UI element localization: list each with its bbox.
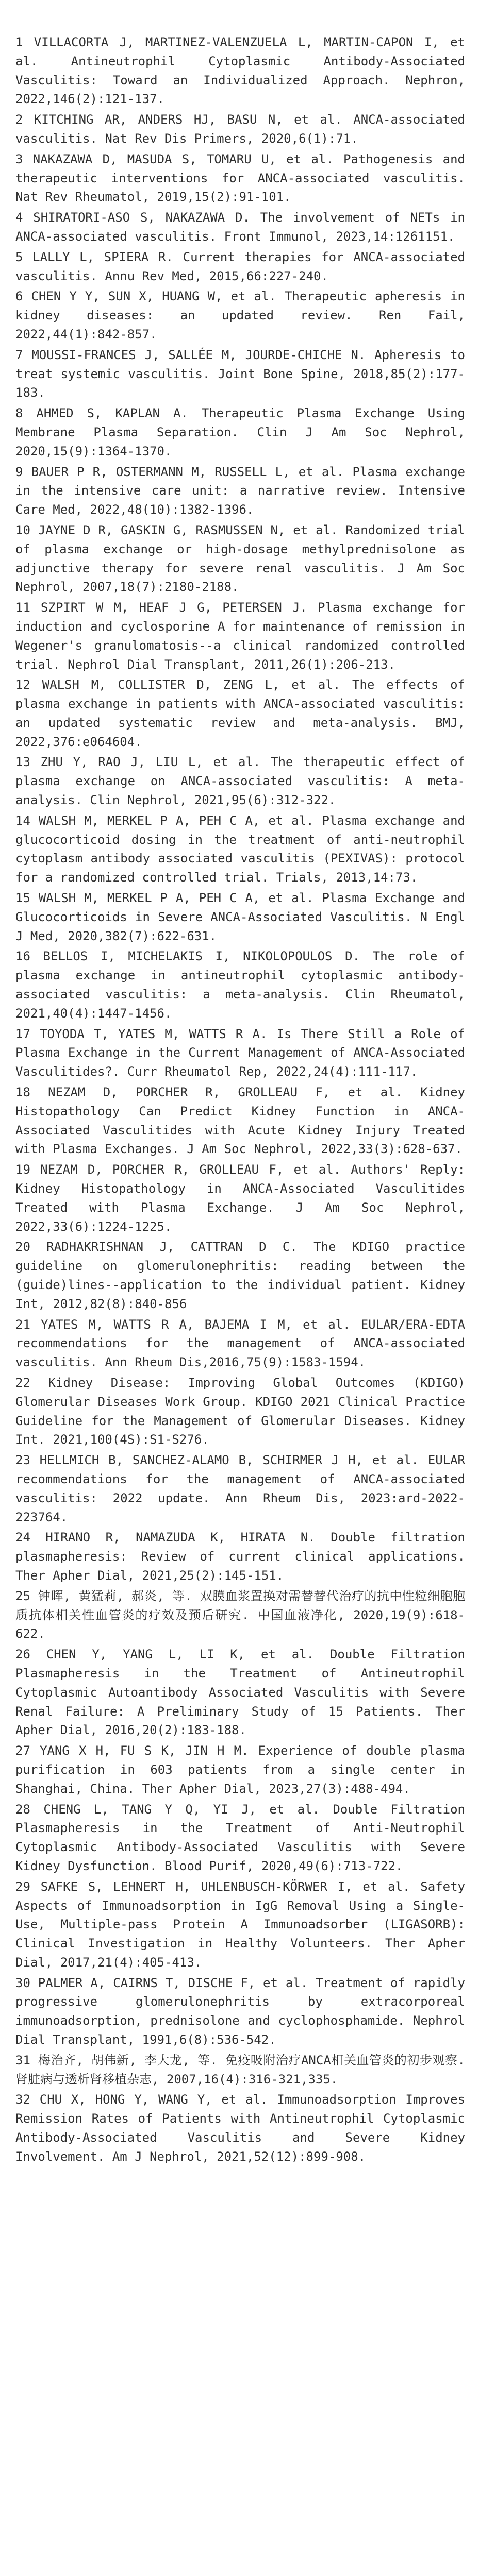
reference-item: 29 SAFKE S, LEHNERT H, UHLENBUSCH-KÖRWER I, et al. Safety Aspects of Immunoadsorption in IgG Removal Using a Single-Use, Multiple-pass Protein A Immunoadsorber (LIGASORB): Clinical Investigation in Healthy Volunteers. Ther Apher Dial, 2017,21(4):405-413. <box>15 1879 465 1970</box>
reference-item: 10 JAYNE D R, GASKIN G, RASMUSSEN N, et al. Randomized trial of plasma exchange or high-dosage methylprednisolone as adjunctive therapy for severe renal vasculitis. J Am Soc Nephrol, 2007,18(7):2180-2188. <box>15 522 465 595</box>
reference-item: 30 PALMER A, CAIRNS T, DISCHE F, et al. Treatment of rapidly progressive glomerulonephritis by extracorporeal immunoadsorption, prednisolone and cyclophosphamide. Nephrol Dial Transplant, 1991,6(8):536-542. <box>15 1975 465 2047</box>
reference-item: 24 HIRANO R, NAMAZUDA K, HIRATA N. Double filtration plasmapheresis: Review of current clinical applications. Ther Apher Dial, 2021,25(2):145-151. <box>15 1530 465 1583</box>
reference-item: 28 CHENG L, TANG Y Q, YI J, et al. Double Filtration Plasmapheresis in the Treatment of Anti-Neutrophil Cytoplasmic Antibody-Associated Vasculitis with Severe Kidney Dysfunction. Blood Purif, 2020,49(6):713-722. <box>15 1802 465 1873</box>
reference-item: 12 WALSH M, COLLISTER D, ZENG L, et al. The effects of plasma exchange in patients with ANCA-associated vasculitis: an updated systematic review and meta-analysis. BMJ, 2022,376:e064604. <box>15 677 465 749</box>
reference-item: 6 CHEN Y Y, SUN X, HUANG W, et al. Therapeutic apheresis in kidney diseases: an updated review. Ren Fail, 2022,44(1):842-857. <box>15 289 465 342</box>
reference-list <box>15 33 465 2166</box>
reference-item: 23 HELLMICH B, SANCHEZ-ALAMO B, SCHIRMER J H, et al. EULAR recommendations for the management of ANCA-associated vasculitis: 2022 update. Ann Rheum Dis, 2023:ard-2022-223764. <box>15 1453 465 1524</box>
reference-item: 11 SZPIRT W M, HEAF J G, PETERSEN J. Plasma exchange for induction and cyclosporine A for maintenance of remission in Wegener's granulomatosis--a clinical randomized controlled trial. Nephrol Dial Transplant, 2011,26(1):206-213. <box>15 600 465 672</box>
reference-item: 4 SHIRATORI-ASO S, NAKAZAWA D. The involvement of NETs in ANCA-associated vasculitis. Front Immunol, 2023,14:1261151. <box>15 210 465 244</box>
reference-item: 25 钟晖, 黄猛莉, 郝炎, 等. 双膜血浆置换对需替替代治疗的抗中性粒细胞胞质抗体相关性血管炎的疗效及预后研究. 中国血液净化, 2020,19(9):618-622. <box>15 1588 465 1641</box>
reference-item: 20 RADHAKRISHNAN J, CATTRAN D C. The KDIGO practice guideline on glomerulonephritis: reading between the (guide)lines--application to the individual patient. Kidney Int, 2012,82(8):840-856 <box>15 1240 465 1311</box>
reference-item: 5 LALLY L, SPIERA R. Current therapies for ANCA-associated vasculitis. Annu Rev Med, 2015,66:227-240. <box>15 249 465 283</box>
reference-item: 21 YATES M, WATTS R A, BAJEMA I M, et al. EULAR/ERA-EDTA recommendations for the management of ANCA-associated vasculitis. Ann Rheum Dis,2016,75(9):1583-1594. <box>15 1317 465 1370</box>
reference-item: 14 WALSH M, MERKEL P A, PEH C A, et al. Plasma exchange and glucocorticoid dosing in the treatment of anti-neutrophil cytoplasm antibody associated vasculitis (PEXIVAS): protocol for a randomized controlled trial. Trials, 2013,14:73. <box>15 813 465 885</box>
reference-item: 3 NAKAZAWA D, MASUDA S, TOMARU U, et al. Pathogenesis and therapeutic interventions for ANCA-associated vasculitis. Nat Rev Rheumatol, 2019,15(2):91-101. <box>15 151 465 205</box>
reference-item: 15 WALSH M, MERKEL P A, PEH C A, et al. Plasma Exchange and Glucocorticoids in Severe ANCA-Associated Vasculitis. N Engl J Med, 2020,382(7):622-631. <box>15 891 465 943</box>
reference-item: 1 VILLACORTA J, MARTINEZ-VALENZUELA L, MARTIN-CAPON I, et al. Antineutrophil Cytoplasmic Antibody-Associated Vasculitis: Toward an Individualized Approach. Nephron, 2022,146(2):121-137. <box>15 35 465 107</box>
reference-item: 7 MOUSSI-FRANCES J, SALLÉE M, JOURDE-CHICHE N. Apheresis to treat systemic vasculitis. Joint Bone Spine, 2018,85(2):177-183. <box>15 347 465 400</box>
reference-item: 2 KITCHING AR, ANDERS HJ, BASU N, et al. ANCA-associated vasculitis. Nat Rev Dis Primers, 2020,6(1):71. <box>15 112 465 146</box>
reference-item: 31 梅治齐, 胡伟新, 李大龙, 等. 免疫吸附治疗ANCA相关血管炎的初步观察. 肾脏病与透析肾移植杂志, 2007,16(4):316-321,335. <box>15 2053 465 2087</box>
reference-item: 19 NEZAM D, PORCHER R, GROLLEAU F, et al. Authors' Reply: Kidney Histopathology in ANCA-Associated Vasculitides Treated with Plasma Exchange. J Am Soc Nephrol, 2022,33(6):1224-1225. <box>15 1162 465 1234</box>
reference-item: 22 Kidney Disease: Improving Global Outcomes (KDIGO) Glomerular Diseases Work Group. KDIGO 2021 Clinical Practice Guideline for the Management of Glomerular Diseases. Kidney Int. 2021,100(4S):S1-S276. <box>15 1375 465 1447</box>
reference-item: 26 CHEN Y, YANG L, LI K, et al. Double Filtration Plasmapheresis in the Treatment of Antineutrophil Cytoplasmic Autoantibody Associated Vasculitis with Severe Renal Failure: A Preliminary Study of 15 Patients. Ther Apher Dial, 2016,20(2):183-188. <box>15 1647 465 1738</box>
reference-item: 27 YANG X H, FU S K, JIN H M. Experience of double plasma purification in 603 patients from a single center in Shanghai, China. Ther Apher Dial, 2023,27(3):488-494. <box>15 1743 465 1796</box>
reference-item: 32 CHU X, HONG Y, WANG Y, et al. Immunoadsorption Improves Remission Rates of Patients with Antineutrophil Cytoplasmic Antibody-Associated Vasculitis and Severe Kidney Involvement. Am J Nephrol, 2021,52(12):899-908. <box>15 2092 465 2164</box>
reference-item: 8 AHMED S, KAPLAN A. Therapeutic Plasma Exchange Using Membrane Plasma Separation. Clin J Am Soc Nephrol, 2020,15(9):1364-1370. <box>15 406 465 459</box>
reference-item: 17 TOYODA T, YATES M, WATTS R A. Is There Still a Role of Plasma Exchange in the Current Management of ANCA-Associated Vasculitides?. Curr Rheumatol Rep, 2022,24(4):111-117. <box>15 1026 465 1079</box>
reference-item: 13 ZHU Y, RAO J, LIU L, et al. The therapeutic effect of plasma exchange on ANCA-associated vasculitis: A meta-analysis. Clin Nephrol, 2021,95(6):312-322. <box>15 755 465 808</box>
reference-item: 9 BAUER P R, OSTERMANN M, RUSSELL L, et al. Plasma exchange in the intensive care unit: a narrative review. Intensive Care Med, 2022,48(10):1382-1396. <box>15 464 465 517</box>
reference-item: 18 NEZAM D, PORCHER R, GROLLEAU F, et al. Kidney Histopathology Can Predict Kidney Function in ANCA-Associated Vasculitides with Acute Kidney Injury Treated with Plasma Exchanges. J Am Soc Nephrol, 2022,33(3):628-637. <box>15 1085 465 1157</box>
reference-item: 16 BELLOS I, MICHELAKIS I, NIKOLOPOULOS D. The role of plasma exchange in antineutrophil cytoplasmic antibody-associated vasculitis: a meta-analysis. Clin Rheumatol, 2021,40(4):1447-1456. <box>15 949 465 1021</box>
